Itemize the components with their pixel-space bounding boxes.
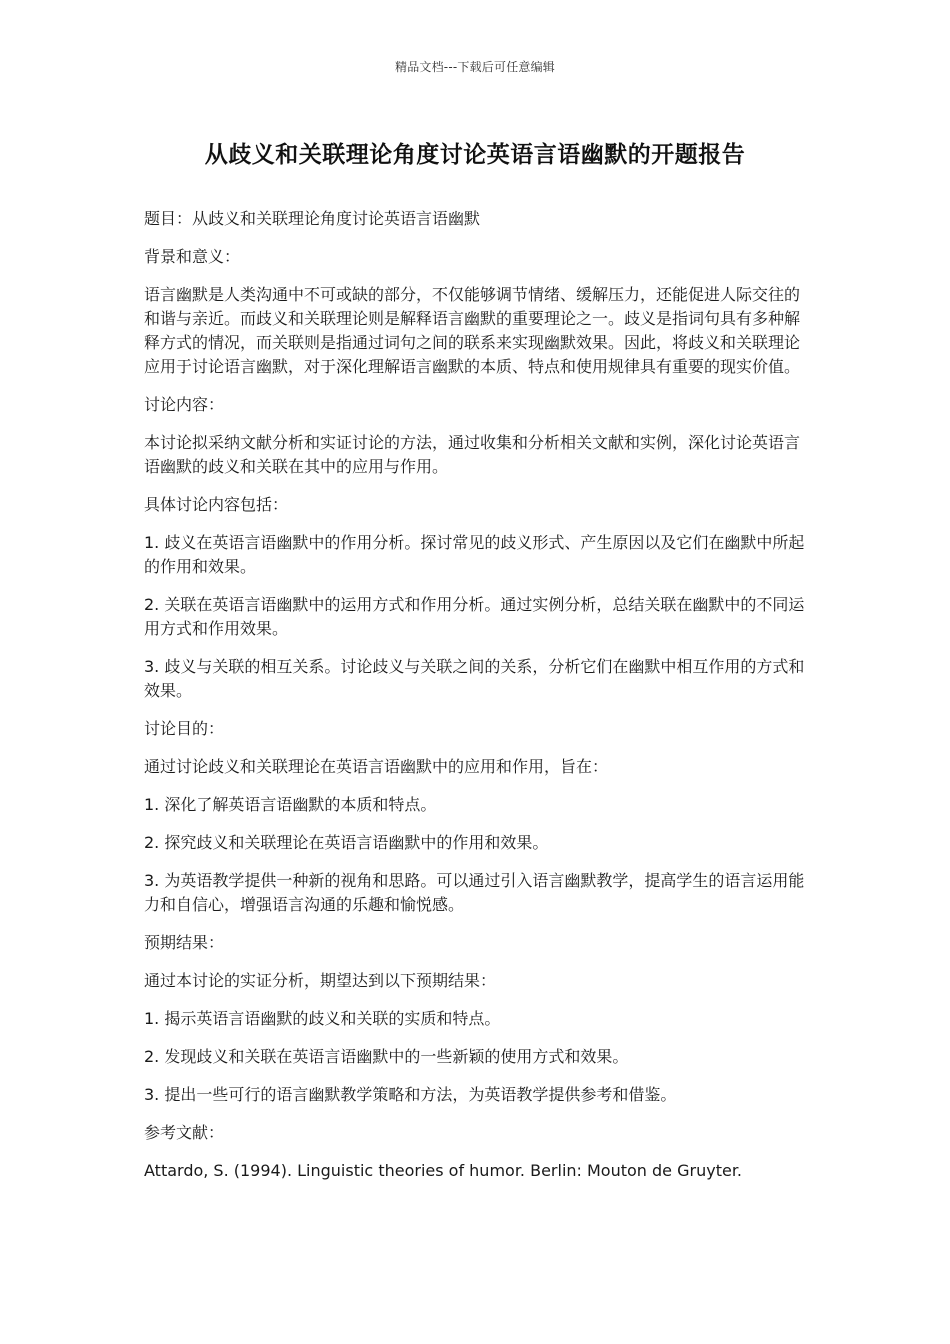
purpose-intro: 通过讨论歧义和关联理论在英语言语幽默中的应用和作用，旨在： [144, 757, 609, 776]
section-heading-purpose: 讨论目的： [144, 719, 225, 738]
section-heading-expected-results: 预期结果： [144, 933, 225, 952]
background-paragraph: 语言幽默是人类沟通中不可或缺的部分，不仅能够调节情绪、缓解压力，还能促进人际交往的和谐与亲近。而歧义和关联理论则是解释语言幽默的重要理论之一。歧义是指词句具有多种解释方式的情况，而关联则是指通过词句之间的联系来实现幽默效果。因此，将歧义和关联理论应用于讨论语言幽默，对于深化理解语言幽默的本质、特点和使用规律具有重要的现实价值。 [144, 285, 801, 376]
content-list-item: 1. 歧义在英语言语幽默中的作用分析。探讨常见的歧义形式、产生原因以及它们在幽默中所起的作用和效果。 [144, 533, 805, 576]
content-list-item: 2. 关联在英语言语幽默中的运用方式和作用分析。通过实例分析，总结关联在幽默中的不同运用方式和作用效果。 [144, 595, 805, 638]
section-heading-background: 背景和意义： [144, 247, 241, 266]
section-heading-content: 讨论内容： [144, 395, 225, 414]
reference-entry: Attardo, S. (1994). Linguistic theories of humor. Berlin: Mouton de Gruyter. [144, 1161, 743, 1180]
expected-results-item: 2. 发现歧义和关联在英语言语幽默中的一些新颖的使用方式和效果。 [144, 1047, 629, 1066]
expected-results-item: 3. 提出一些可行的语言幽默教学策略和方法，为英语教学提供参考和借鉴。 [144, 1085, 677, 1104]
expected-results-intro: 通过本讨论的实证分析，期望达到以下预期结果： [144, 971, 497, 990]
content-list-intro: 具体讨论内容包括： [144, 495, 289, 514]
content-list-item: 3. 歧义与关联的相互关系。讨论歧义与关联之间的关系，分析它们在幽默中相互作用的方式和效果。 [144, 657, 805, 700]
purpose-list-item: 2. 探究歧义和关联理论在英语言语幽默中的作用和效果。 [144, 833, 549, 852]
purpose-list-item: 3. 为英语教学提供一种新的视角和思路。可以通过引入语言幽默教学，提高学生的语言运用能力和自信心，增强语言沟通的乐趣和愉悦感。 [144, 871, 805, 914]
document-title: 从歧义和关联理论角度讨论英语言语幽默的开题报告 [204, 142, 746, 168]
expected-results-item: 1. 揭示英语言语幽默的歧义和关联的实质和特点。 [144, 1009, 501, 1028]
document-body [144, 207, 808, 1197]
purpose-list-item: 1. 深化了解英语言语幽默的本质和特点。 [144, 795, 437, 814]
content-paragraph: 本讨论拟采纳文献分析和实证讨论的方法，通过收集和分析相关文献和实例，深化讨论英语言语幽默的歧义和关联在其中的应用与作用。 [144, 433, 801, 476]
topic-line: 题目：从歧义和关联理论角度讨论英语言语幽默 [144, 209, 481, 228]
header-note: 精品文档---下载后可任意编辑 [395, 60, 555, 74]
section-heading-references: 参考文献： [144, 1123, 225, 1142]
